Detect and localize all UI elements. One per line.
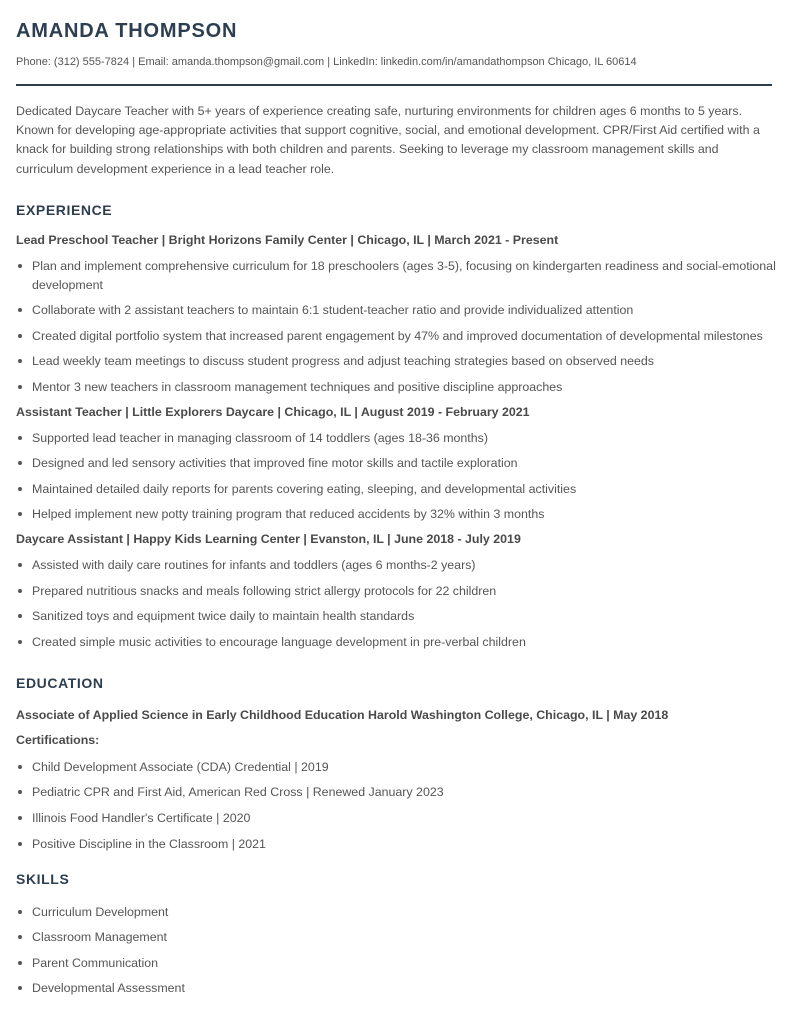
job-title: Daycare Assistant | Happy Kids Learning Center | Evanston, IL | June 2018 - July 2019	[16, 532, 521, 547]
list-item: Prepared nutritious snacks and meals following strict allergy protocols for 22 children	[16, 582, 777, 601]
skills-heading: SKILLS	[16, 870, 70, 887]
list-item: Sanitized toys and equipment twice daily to maintain health standards	[16, 607, 777, 626]
degree-line: Associate of Applied Science in Early Childhood Education Harold Washington College, Chicago, IL | May 2018	[16, 707, 669, 722]
list-item: Parent Communication	[16, 954, 777, 973]
list-item: Illinois Food Handler's Certificate | 2020	[16, 809, 777, 828]
candidate-name: AMANDA THOMPSON	[16, 20, 238, 42]
certifications-list	[16, 758, 775, 854]
list-item: Helped implement new potty training program that reduced accidents by 32% within 3 months	[16, 505, 777, 524]
job-entry	[16, 231, 775, 397]
job-title: Lead Preschool Teacher | Bright Horizons Family Center | Chicago, IL | March 2021 - Present	[16, 232, 559, 247]
skills-list	[16, 903, 775, 999]
job-title: Assistant Teacher | Little Explorers Daycare | Chicago, IL | August 2019 - February 2021	[16, 404, 530, 419]
list-item: Child Development Associate (CDA) Credential | 2019	[16, 758, 777, 777]
list-item: Collaborate with 2 assistant teachers to maintain 6:1 student-teacher ratio and provide individualized attention	[16, 301, 777, 320]
list-item: Created digital portfolio system that increased parent engagement by 47% and improved documentation of developmental milestones	[16, 327, 777, 346]
list-item: Curriculum Development	[16, 903, 777, 922]
contact-line: Phone: (312) 555-7824 | Email: amanda.thompson@gmail.com | LinkedIn: linkedin.com/in/amandathompson Chicago, IL 60614	[16, 56, 637, 68]
list-item: Created simple music activities to encourage language development in pre-verbal children	[16, 633, 777, 652]
job-entry	[16, 530, 775, 652]
list-item: Positive Discipline in the Classroom | 2021	[16, 835, 777, 854]
job-bullets	[16, 257, 775, 397]
list-item: Plan and implement comprehensive curriculum for 18 preschoolers (ages 3-5), focusing on kindergarten readiness and social-emotional development	[16, 257, 777, 295]
job-entry	[16, 403, 775, 525]
certifications-heading: Certifications:	[16, 732, 100, 747]
list-item: Mentor 3 new teachers in classroom management techniques and positive discipline approaches	[16, 378, 777, 397]
list-item: Assisted with daily care routines for infants and toddlers (ages 6 months-2 years)	[16, 556, 777, 575]
professional-summary: Dedicated Daycare Teacher with 5+ years of experience creating safe, nurturing environments for children ages 6 months to 5 years. Known for developing age-appropriate activities that support cognitive, social, and emotional development. CPR/First Aid certified with a knack for building strong relationships with both children and parents. Seeking to leverage my classroom management skills and curriculum development experience in a lead teacher role.	[16, 104, 760, 176]
job-bullets	[16, 429, 775, 525]
header-divider	[16, 84, 772, 86]
job-bullets	[16, 556, 775, 652]
list-item: Lead weekly team meetings to discuss student progress and adjust teaching strategies based on observed needs	[16, 352, 777, 371]
list-item: Pediatric CPR and First Aid, American Red Cross | Renewed January 2023	[16, 783, 777, 802]
experience-heading: EXPERIENCE	[16, 201, 113, 218]
list-item: Designed and led sensory activities that improved fine motor skills and tactile exploration	[16, 454, 777, 473]
list-item: Maintained detailed daily reports for parents covering eating, sleeping, and developmental activities	[16, 480, 777, 499]
list-item: Classroom Management	[16, 928, 777, 947]
list-item: Supported lead teacher in managing classroom of 14 toddlers (ages 18-36 months)	[16, 429, 777, 448]
list-item: Developmental Assessment	[16, 979, 777, 998]
education-heading: EDUCATION	[16, 674, 104, 691]
